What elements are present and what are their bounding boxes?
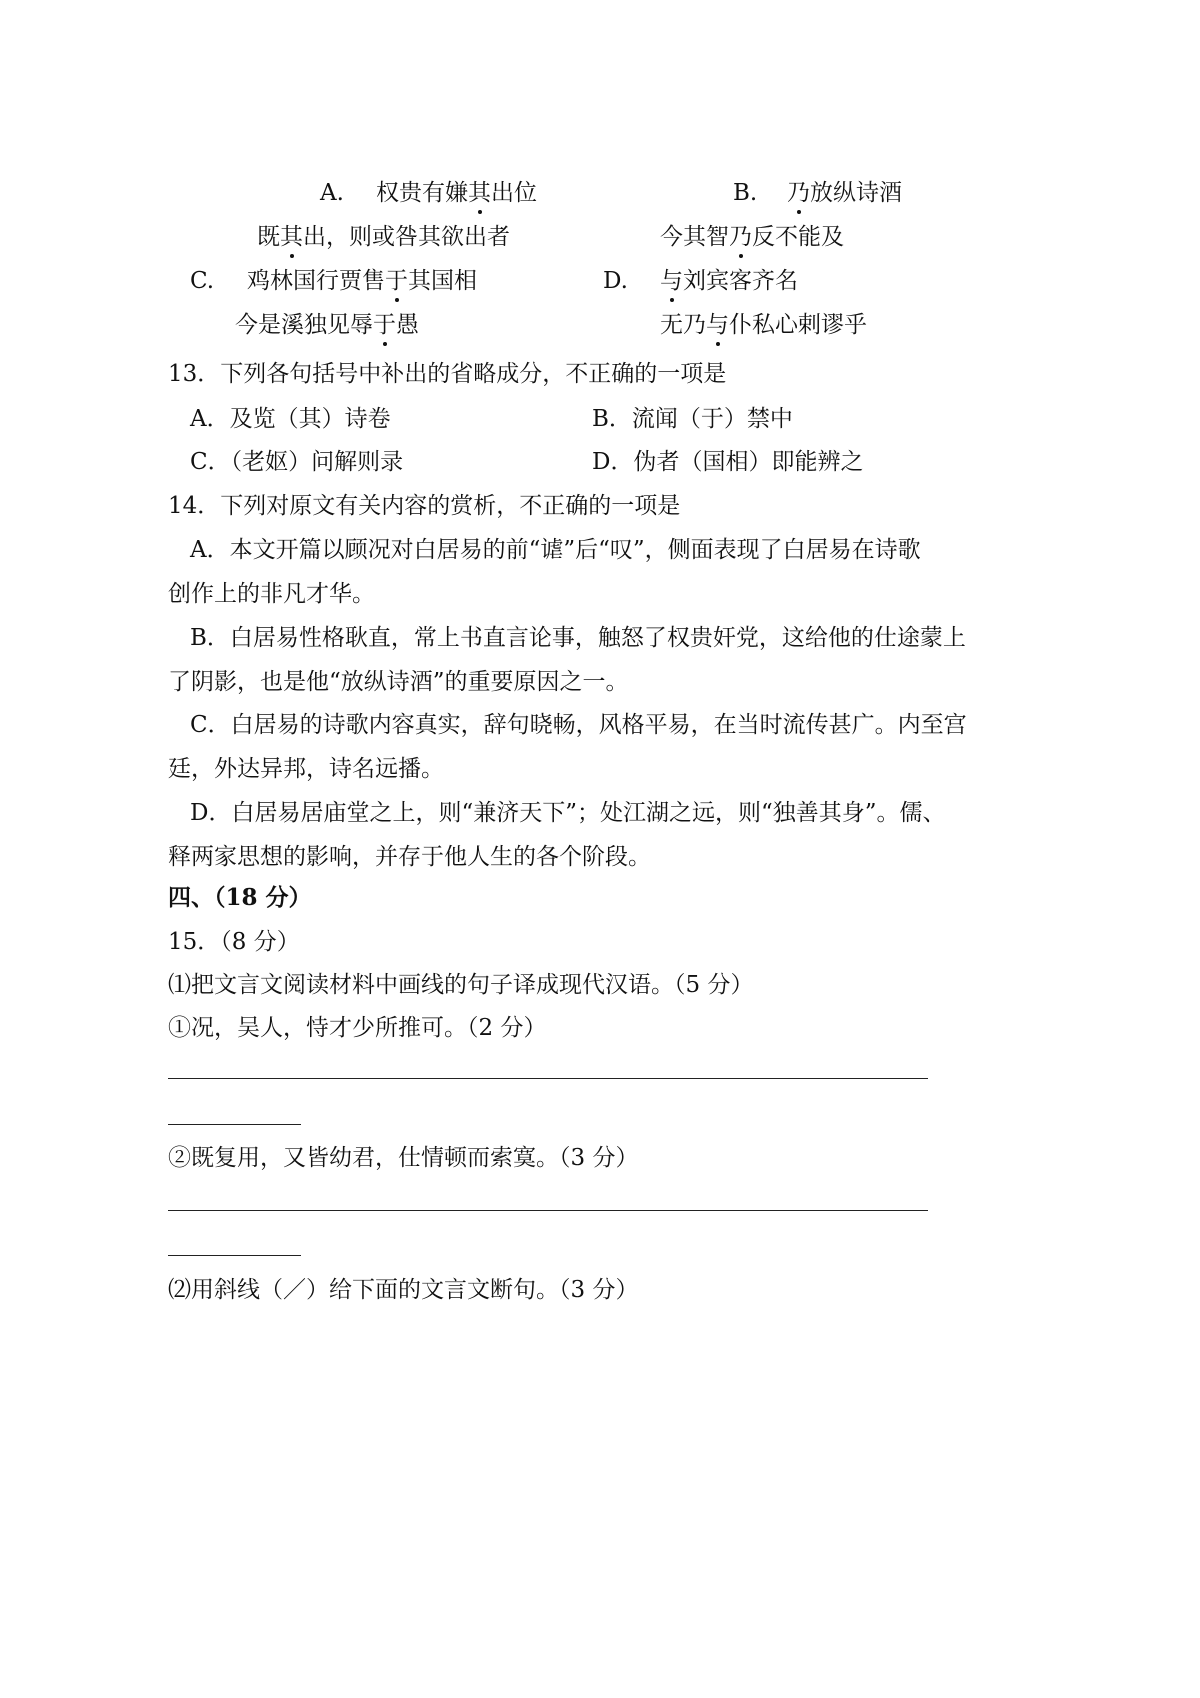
- q12-option-c-line2: 今是溪独见辱于愚: [235, 312, 419, 338]
- q13-option-b: B．流闻（于）禁中: [592, 406, 793, 432]
- q15-part1: ⑴把文言文阅读材料中画线的句子译成现代汉语。（5 分）: [168, 972, 754, 998]
- q12-option-a-line1: 权贵有嫌其出位: [376, 180, 537, 206]
- emphasis-char: 于: [385, 268, 408, 294]
- q12-option-c-letter: C.: [190, 268, 215, 294]
- q14-option-b-line2: 了阴影，也是他“放纵诗酒”的重要原因之一。: [168, 669, 629, 695]
- q14-option-c-line1: C．白居易的诗歌内容真实，辞句晓畅，风格平易，在当时流传甚广。内至宫: [190, 712, 967, 738]
- answer-line[interactable]: [168, 1078, 928, 1079]
- q12-option-d-line1: 与刘宾客齐名: [660, 268, 798, 294]
- q14-option-a-line2: 创作上的非凡才华。: [168, 581, 375, 607]
- q12-option-a-line2: 既其出，则或咎其欲出者: [257, 224, 510, 250]
- section-heading: 四、（18 分）: [168, 884, 312, 911]
- q14-stem: 14．下列对原文有关内容的赏析，不正确的一项是: [168, 493, 681, 519]
- q14-option-a-line1: A．本文开篇以顾况对白居易的前“谑”后“叹”，侧面表现了白居易在诗歌: [190, 537, 921, 563]
- q12-option-a-letter: A.: [320, 180, 344, 206]
- q15-part2: ⑵用斜线（／）给下面的文言文断句。（3 分）: [168, 1277, 639, 1303]
- q12-option-d-letter: D.: [603, 268, 628, 294]
- emphasis-char: 乃: [787, 180, 810, 206]
- answer-line[interactable]: [168, 1210, 928, 1211]
- emphasis-char: 与: [660, 268, 683, 294]
- q12-option-d-line2: 无乃与仆私心剌谬乎: [660, 312, 867, 338]
- q15-stem: 15．（8 分）: [168, 929, 300, 955]
- q13-option-a: A．及览（其）诗卷: [190, 406, 391, 432]
- q13-option-c: C．（老妪）问解则录: [190, 449, 404, 475]
- q14-option-d-line1: D．白居易居庙堂之上，则“兼济天下”；处江湖之远，则“独善其身”。儒、: [190, 800, 946, 826]
- answer-line[interactable]: [168, 1124, 301, 1125]
- emphasis-char: 其: [468, 180, 491, 206]
- emphasis-char: 于: [373, 312, 396, 338]
- q12-option-b-line1: 乃放纵诗酒: [787, 180, 902, 206]
- q14-option-d-line2: 释两家思想的影响，并存于他人生的各个阶段。: [168, 844, 651, 870]
- emphasis-char: 与: [706, 312, 729, 338]
- q14-option-b-line1: B．白居易性格耿直，常上书直言论事，触怒了权贵奸党，这给他的仕途蒙上: [190, 625, 966, 651]
- answer-line[interactable]: [168, 1255, 301, 1256]
- emphasis-char: 其: [280, 224, 303, 250]
- q12-option-b-letter: B.: [733, 180, 758, 206]
- q14-option-c-line2: 廷，外达异邦，诗名远播。: [168, 756, 444, 782]
- q13-stem: 13．下列各句括号中补出的省略成分，不正确的一项是: [168, 361, 727, 387]
- emphasis-char: 乃: [729, 224, 752, 250]
- q13-option-d: D．伪者（国相）即能辨之: [592, 449, 864, 475]
- q15-item1: ①况，吴人，恃才少所推可。（2 分）: [168, 1015, 547, 1041]
- q12-option-c-line1: 鸡林国行贾售于其国相: [247, 268, 477, 294]
- q12-option-b-line2: 今其智乃反不能及: [660, 224, 844, 250]
- q15-item2: ②既复用，又皆幼君，仕情顿而索寞。（3 分）: [168, 1145, 639, 1171]
